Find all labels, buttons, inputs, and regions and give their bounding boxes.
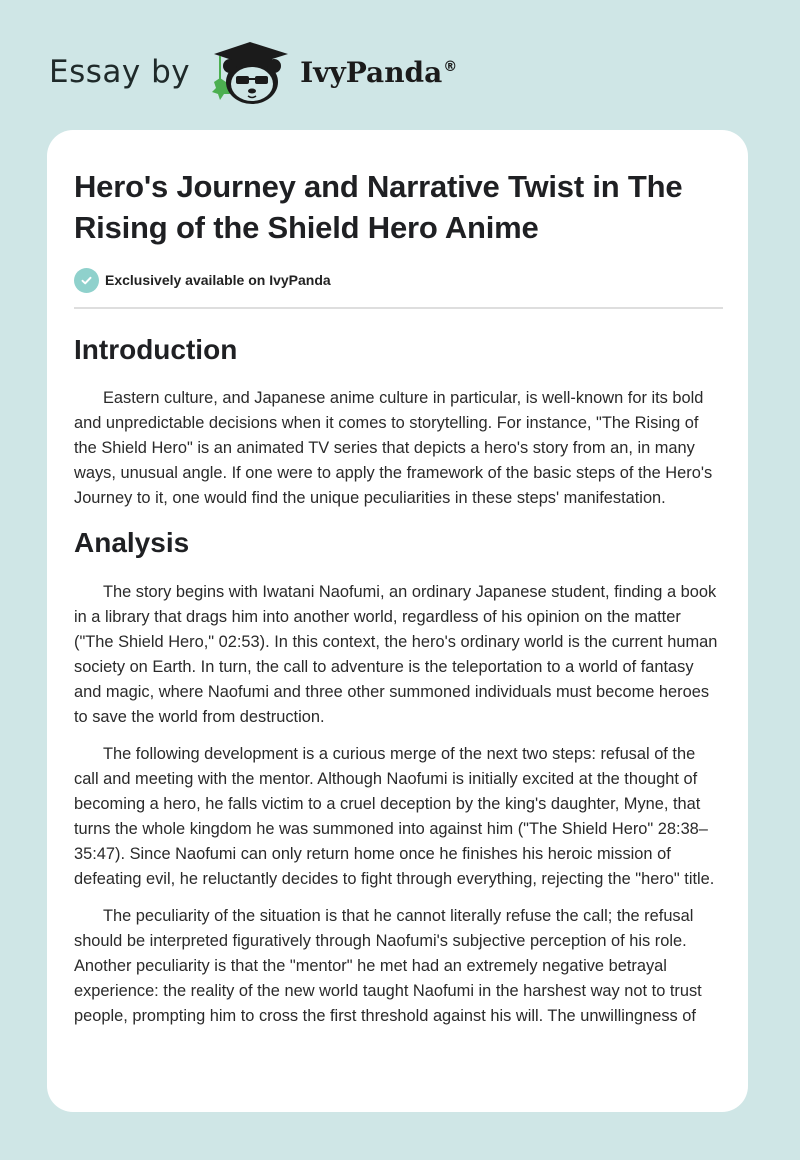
analysis-paragraph-3: The peculiarity of the situation is that he cannot literally refuse the call; the refusal should be interpreted figuratively through Naofumi's subjective perception of his role. Another peculiarity is that the "mentor" he met had an extremely negative betrayal experience: the reality of the new world taught Naofumi in the harshest way not to trust people, prompting him to cross the first threshold against his will. The unwillingness of — [74, 907, 702, 1025]
exclusive-badge — [74, 267, 723, 293]
essay-content — [74, 166, 723, 1029]
exclusive-badge-label: Exclusively available on IvyPanda — [105, 272, 331, 288]
brand-name-text: IvyPanda — [300, 55, 443, 89]
analysis-paragraph-2: The following development is a curious merge of the next two steps: refusal of the call and meeting with the mentor. Although Naofumi is initially excited at the thought of becoming a hero, he falls victim to a cruel deception by the king's daughter, Myne, that turns the whole kingdom he was summoned into against him ("The Shield Hero" 28:38–35:47). Since Naofumi can only return home once he finishes his heroic mission of defeating evil, he reluctantly decides to fight through everything, rejecting the "hero" title. — [74, 745, 715, 888]
essay-card — [47, 130, 748, 1112]
site-header-logo[interactable] — [49, 36, 457, 108]
panda-graduation-cap-icon — [208, 36, 292, 108]
section-heading-analysis: Analysis — [74, 527, 190, 558]
page-title: Hero's Journey and Narrative Twist in The Rising of the Shield Hero Anime — [74, 169, 683, 245]
introduction-paragraph: Eastern culture, and Japanese anime culture in particular, is well-known for its bold and unpredictable decisions when it comes to storytelling. For instance, "The Rising of the Shield Hero" is an animated TV series that depicts a hero's story from an, in many ways, unusual angle. If one were to apply the framework of the basic steps of the Hero's Journey to it, one would find the unique peculiarities in these steps' manifestation. — [74, 389, 713, 507]
check-circle-icon — [74, 268, 99, 293]
essay-by-label: Essay by — [49, 54, 191, 90]
registered-mark: ® — [443, 59, 458, 76]
section-heading-introduction: Introduction — [74, 334, 238, 365]
brand-name — [300, 56, 457, 89]
analysis-paragraph-1: The story begins with Iwatani Naofumi, an ordinary Japanese student, finding a book in a library that drags him into another world, regardless of his opinion on the matter ("The Shield Hero," 02:53). In this context, the hero's ordinary world is the current human society on Earth. In turn, the call to adventure is the teleportation to a world of fantasy and magic, where Naofumi and three other summoned individuals must become heroes to save the world from destruction. — [74, 583, 718, 726]
title-divider — [74, 307, 723, 309]
